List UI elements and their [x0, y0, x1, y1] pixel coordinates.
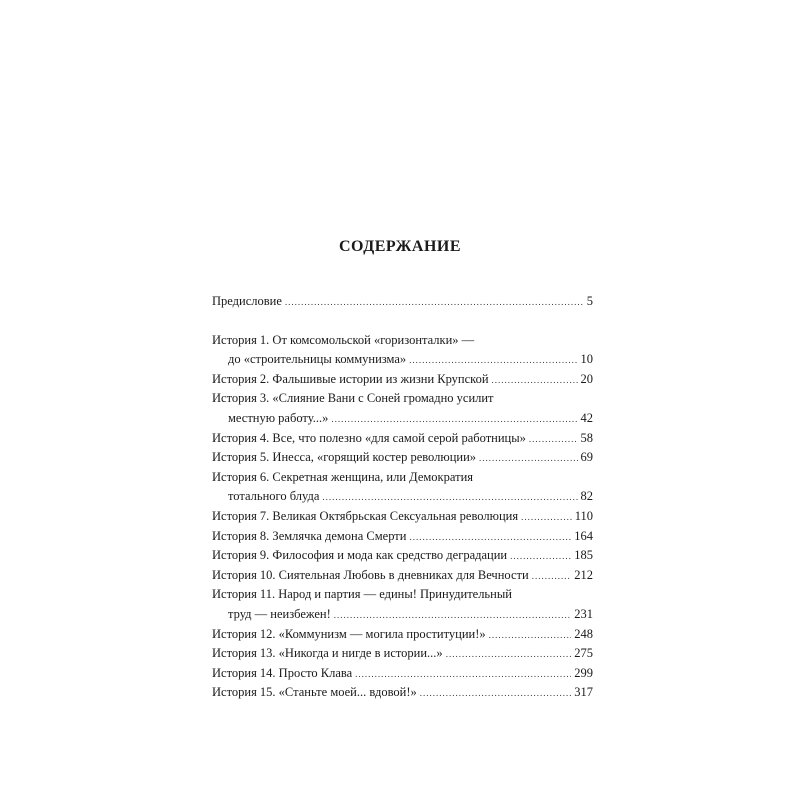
toc-entry [212, 664, 593, 684]
toc-line [212, 625, 593, 645]
toc-entry [212, 370, 593, 390]
toc-entry [212, 527, 593, 547]
toc-entry-title: История 14. Просто Клава [212, 665, 353, 680]
toc-page-number: 82 [580, 489, 593, 504]
toc-entry-title: труд — неизбежен! [228, 606, 331, 621]
toc-line [212, 350, 593, 370]
toc-line [212, 468, 593, 488]
toc-page-number: 212 [574, 567, 593, 582]
toc-page-number: 231 [574, 606, 593, 621]
toc-line [212, 409, 593, 429]
toc-line [212, 566, 593, 586]
toc-entry-title: тотального блуда [228, 489, 320, 504]
toc-line [212, 683, 593, 703]
toc-entry-title: История 5. Инесса, «горящий костер революции» [212, 450, 477, 465]
toc-page-number: 164 [574, 528, 593, 543]
toc-entry-title: История 10. Сиятельная Любовь в дневниках для Вечности [212, 567, 529, 582]
dot-leader [409, 528, 571, 548]
dot-leader [409, 351, 577, 371]
toc-page-number: 185 [574, 548, 593, 563]
toc-page-number: 275 [574, 646, 593, 661]
toc-entry [212, 448, 593, 468]
toc-entry-title: История 3. «Слияние Вани с Соней громадно усилит [212, 391, 494, 406]
dot-leader [446, 645, 572, 665]
toc-line [212, 546, 593, 566]
toc-page-number: 69 [580, 450, 593, 465]
dot-leader [489, 626, 572, 646]
toc-entry-title: История 13. «Никогда и нигде в истории...» [212, 646, 443, 661]
toc-page-number: 58 [580, 430, 593, 445]
toc-line [212, 292, 593, 312]
toc-entry [212, 468, 593, 507]
toc-entry [212, 429, 593, 449]
dot-leader [479, 449, 577, 469]
toc-entry-title: История 9. Философия и мода как средство деградации [212, 548, 508, 563]
toc-entry-title: История 12. «Коммунизм — могила проституции!» [212, 626, 486, 641]
toc-line [212, 487, 593, 507]
toc-page-number: 20 [580, 371, 593, 386]
dot-leader [285, 293, 584, 313]
toc-entry [212, 389, 593, 428]
toc-entry [212, 507, 593, 527]
toc-page-number: 317 [574, 685, 593, 700]
toc-page-number: 5 [586, 294, 593, 308]
toc-entry [212, 566, 593, 586]
toc-page-number: 10 [580, 352, 593, 367]
toc-entry [212, 585, 593, 624]
dot-leader [331, 410, 577, 430]
table-of-contents [212, 292, 593, 703]
toc-line [212, 389, 593, 409]
dot-leader [510, 547, 571, 567]
toc-entry [212, 625, 593, 645]
toc-entry-title: местную работу...» [228, 410, 329, 425]
toc-entry-title: История 6. Секретная женщина, или Демократия [212, 469, 474, 484]
dot-leader [355, 665, 571, 685]
toc-page-number: 42 [580, 410, 593, 425]
toc-page-number: 248 [574, 626, 593, 641]
toc-entry [212, 546, 593, 566]
toc-line [212, 448, 593, 468]
toc-entry-title: История 15. «Станьте моей... вдовой!» [212, 685, 417, 700]
toc-line [212, 605, 593, 625]
toc-entry [212, 292, 593, 312]
dot-leader [334, 606, 571, 626]
toc-line [212, 331, 593, 351]
toc-line [212, 429, 593, 449]
toc-entry-title: История 8. Землячка демона Смерти [212, 528, 407, 543]
dot-leader [532, 567, 572, 587]
toc-entry-title: История 7. Великая Октябрьская Сексуальная революция [212, 508, 519, 523]
toc-entry [212, 644, 593, 664]
dot-leader [521, 508, 572, 528]
dot-leader [322, 488, 577, 508]
dot-leader [529, 430, 578, 450]
toc-entry-title: История 11. Народ и партия — едины! Принудительный [212, 587, 512, 602]
toc-entry [212, 331, 593, 370]
toc-line [212, 527, 593, 547]
toc-entry-title: История 4. Все, что полезно «для самой серой работницы» [212, 430, 526, 445]
dot-leader [420, 684, 572, 704]
toc-line [212, 664, 593, 684]
toc-entry-title: Предисловие [212, 294, 282, 308]
toc-page-number: 299 [574, 665, 593, 680]
toc-entry-title: до «строительницы коммунизма» [228, 352, 407, 367]
toc-line [212, 644, 593, 664]
toc-line [212, 585, 593, 605]
toc-page-number: 110 [574, 508, 593, 523]
page-title: СОДЕРЖАНИЕ [338, 238, 462, 255]
toc-entry-title: История 2. Фальшивые истории из жизни Крупской [212, 371, 489, 386]
toc-line [212, 370, 593, 390]
dot-leader [492, 371, 578, 391]
toc-entry-title: История 1. От комсомольской «горизонталки» — [212, 332, 475, 347]
toc-entry [212, 683, 593, 703]
toc-line [212, 507, 593, 527]
